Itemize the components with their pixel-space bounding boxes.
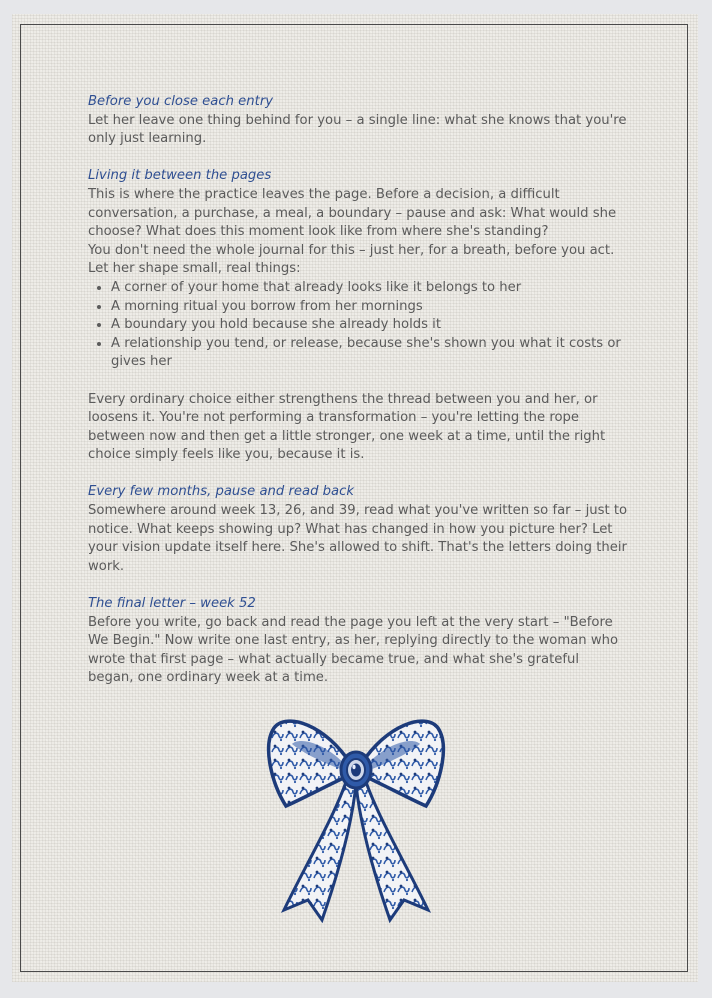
section-living [88, 167, 628, 372]
section-body: This is where the practice leaves the page. Before a decision, a difficult conversation, a purchase, a meal, a boundary – pause and ask: What would she choose? What does this moment look like from where she's standing? [88, 186, 617, 240]
section-body: Before you write, go back and read the page you left at the very start – "Before We Begin." Now write one last entry, as her, replying directly to the woman who wrote that first page – what actually became true, and what she's grateful began, one ordinary week at a time. [88, 614, 619, 686]
section-heading: Every few months, pause and read back [88, 484, 354, 500]
blue-toile-bow-icon [256, 714, 456, 924]
list-item: • A boundary you hold because she already holds it [111, 316, 628, 335]
section-heading: The final letter – week 52 [88, 596, 256, 612]
page-content [88, 93, 628, 707]
list-item: • A morning ritual you borrow from her mornings [111, 298, 628, 317]
list-item: • A corner of your home that already looks like it belongs to her [111, 279, 628, 298]
section-ordinary-choice [88, 391, 628, 465]
list-item: • A relationship you tend, or release, because she's shown you what it costs or gives her [111, 335, 628, 372]
section-read-back [88, 483, 628, 576]
section-heading: Before you close each entry [88, 94, 274, 109]
section-body: Let her leave one thing behind for you – a single line: what she knows that you're only just learning. [88, 112, 627, 147]
journal-page [12, 14, 698, 982]
section-final-letter [88, 595, 628, 688]
section-body: You don't need the whole journal for this – just her, for a breath, before you act. Let her shape small, real things: [88, 242, 615, 277]
section-heading: Living it between the pages [88, 168, 272, 184]
section-body: Somewhere around week 13, 26, and 39, read what you've written so far – just to notice. What keeps showing up? What has changed in how you picture her? Let your vision update itself here. She's allowed to shift. That's the letters doing their work. [88, 503, 628, 574]
section-body: Every ordinary choice either strengthens the thread between you and her, or loosens it. You're not performing a transformation – you're letting the rope between now and then get a little stronger, one week at a time, until the right choice simply feels like you, because it is. [88, 391, 606, 463]
bullet-list [88, 279, 628, 372]
section-close-entry [88, 93, 628, 149]
